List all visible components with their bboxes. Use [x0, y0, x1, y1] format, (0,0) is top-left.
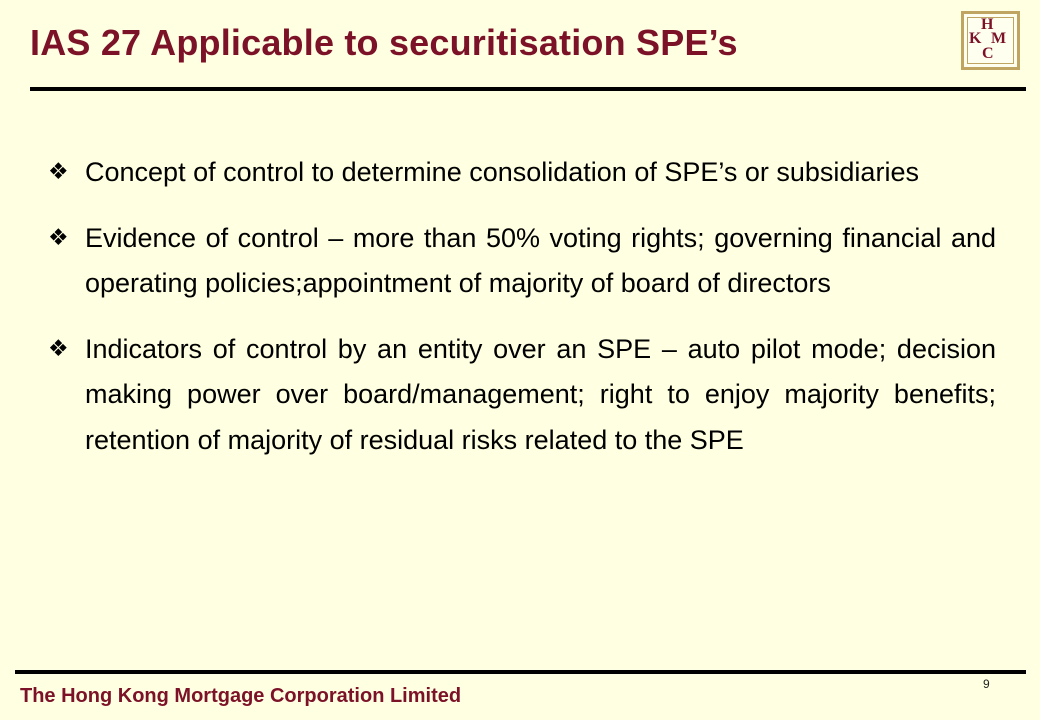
- bullet-item-control-concept: [48, 150, 996, 196]
- logo-letter-h: H: [981, 16, 994, 33]
- diamond-bullet-icon: ❖: [48, 159, 69, 185]
- bullet-text: Concept of control to determine consolidation of SPE’s or subsidiaries: [85, 157, 919, 187]
- bullet-item-indicators-of-control: [48, 327, 996, 464]
- slide-title: IAS 27 Applicable to securitisation SPE’s: [30, 22, 738, 63]
- bullet-list: [48, 150, 996, 483]
- bullet-item-evidence-of-control: [48, 216, 996, 307]
- title-divider: [30, 87, 1026, 91]
- footer-company-name: The Hong Kong Mortgage Corporation Limited: [20, 685, 462, 707]
- bullet-text: Evidence of control – more than 50% voting rights; governing financial and operating policies;appointment of majority of board of directors: [85, 222, 996, 298]
- logo-letter-c: C: [982, 45, 994, 62]
- logo-letter-k: K: [969, 30, 982, 47]
- hkmc-logo: [961, 11, 1020, 70]
- diamond-bullet-icon: ❖: [48, 335, 69, 362]
- bullet-text: Indicators of control by an entity over an SPE – auto pilot mode; decision making power over board/management; right to enjoy majority benefits; retention of majority of residual risks related to the SPE: [85, 333, 996, 455]
- logo-letter-m: M: [991, 30, 1007, 47]
- page-number: 9: [983, 677, 990, 691]
- footer-divider: [15, 670, 1026, 674]
- diamond-bullet-icon: ❖: [48, 224, 69, 251]
